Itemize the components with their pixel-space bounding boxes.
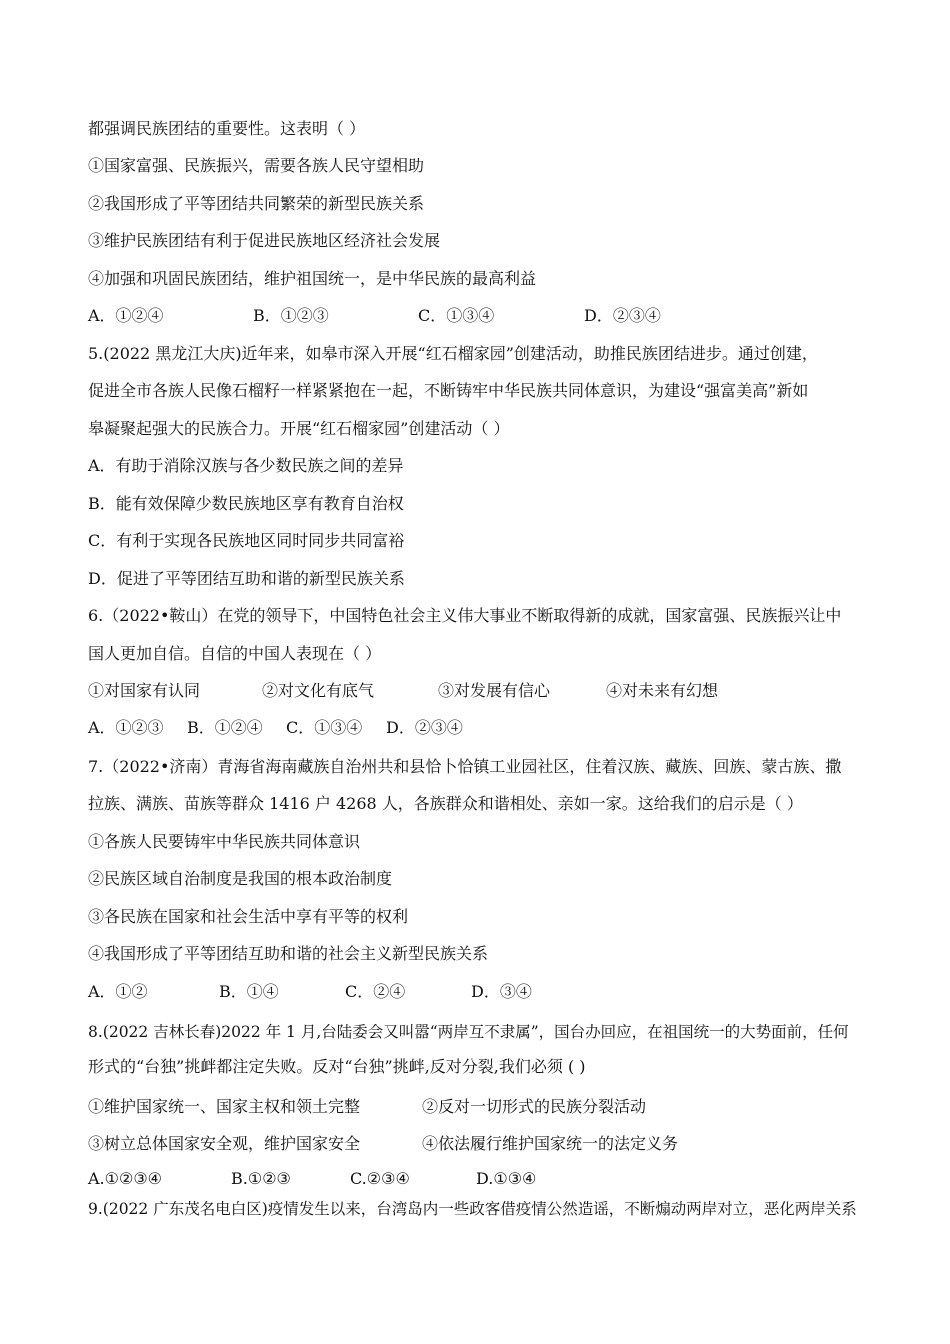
- q8-choice-a: A.①②③④: [88, 1169, 163, 1188]
- q4-item-4: ④加强和巩固民族团结，维护祖国统一，是中华民族的最高利益: [88, 269, 537, 288]
- q6-choice-d: D．②③④: [386, 718, 463, 737]
- q4-item-3: ③维护民族团结有利于促进民族地区经济社会发展: [88, 231, 441, 250]
- q5-stem-line-2: 促进全市各族人民像石榴籽一样紧紧抱在一起，不断铸牢中华民族共同体意识，为建设“强富美高”新如: [88, 381, 809, 400]
- q8-item-1: ①维护国家统一、国家主权和领土完整: [88, 1097, 361, 1116]
- q8-choice-c: C.②③④: [350, 1169, 410, 1188]
- q4-stem-end: 都强调民族团结的重要性。这表明（ ）: [88, 119, 366, 138]
- q7-choice-a: A．①②: [88, 982, 148, 1001]
- q8-choice-d: D.①③④: [476, 1169, 537, 1188]
- q6-stem-line-2: 国人更加自信。自信的中国人表现在（ ）: [88, 644, 382, 663]
- q8-stem-line-2: 形式的“台独”挑衅都注定失败。反对“台独”挑衅,反对分裂,我们必须 ( ): [88, 1057, 586, 1076]
- q5-stem-line-3: 皋凝聚起强大的民族合力。开展“红石榴家园”创建活动（ ）: [88, 419, 510, 438]
- q7-item-1: ①各族人民要铸牢中华民族共同体意识: [88, 832, 361, 851]
- q7-choice-c: C．②④: [345, 982, 406, 1001]
- q5-stem-line-1: 5.(2022 黑龙江大庆)近年来，如皋市深入开展“红石榴家园”创建活动，助推民族团结进步。通过创建，: [88, 344, 818, 363]
- q8-stem-line-1: 8.(2022 吉林长春)2022 年 1 月,台陆委会又叫嚣“两岸互不隶属”，国台办回应，在祖国统一的大势面前，任何: [88, 1023, 849, 1041]
- q5-choice-b: B．能有效保障少数民族地区享有教育自治权: [88, 494, 404, 513]
- q4-item-2: ②我国形成了平等团结共同繁荣的新型民族关系: [88, 194, 425, 213]
- q4-item-1: ①国家富强、民族振兴，需要各族人民守望相助: [88, 156, 425, 175]
- q8-item-2: ②反对一切形式的民族分裂活动: [422, 1097, 647, 1116]
- q9-stem-line-1: 9.(2022 广东茂名电白区)疫情发生以来，台湾岛内一些政客借疫情公然造谣，不断煽动两岸对立，恶化两岸关系: [88, 1200, 857, 1218]
- q4-choice-d: D．②③④: [584, 306, 661, 325]
- q8-item-3: ③树立总体国家安全观，维护国家安全: [88, 1134, 361, 1153]
- q4-choice-b: B．①②③: [253, 306, 329, 325]
- q4-choice-a: A．①②④: [88, 306, 164, 325]
- q6-item-3: ③对发展有信心: [438, 681, 551, 700]
- q5-choice-d: D．促进了平等团结互助和谐的新型民族关系: [88, 569, 405, 588]
- q8-choice-b: B.①②③: [231, 1169, 291, 1188]
- q7-stem-line-2: 拉族、满族、苗族等群众 1416 户 4268 人，各族群众和谐相处、亲如一家。这给我们的启示是（ ）: [88, 794, 803, 813]
- q4-choice-c: C．①③④: [418, 306, 495, 325]
- q6-item-4: ④对未来有幻想: [606, 681, 719, 700]
- q6-stem-line-1: 6.（2022•鞍山）在党的领导下，中国特色社会主义伟大事业不断取得新的成就，国家富强、民族振兴让中: [88, 606, 842, 625]
- q6-choice-b: B．①②④: [187, 718, 263, 737]
- q8-item-4: ④依法履行维护国家统一的法定义务: [422, 1134, 679, 1153]
- q7-choice-d: D．③④: [471, 982, 532, 1001]
- q5-choice-c: C．有利于实现各民族地区同时同步共同富裕: [88, 531, 405, 550]
- q6-item-2: ②对文化有底气: [262, 681, 375, 700]
- q7-item-4: ④我国形成了平等团结互助和谐的社会主义新型民族关系: [88, 944, 489, 963]
- q6-choice-a: A．①②③: [88, 718, 164, 737]
- q7-choice-b: B．①④: [219, 982, 279, 1001]
- q6-item-1: ①对国家有认同: [88, 681, 201, 700]
- q7-item-2: ②民族区域自治制度是我国的根本政治制度: [88, 869, 393, 888]
- q5-choice-a: A．有助于消除汉族与各少数民族之间的差异: [88, 456, 404, 475]
- q7-item-3: ③各民族在国家和社会生活中享有平等的权利: [88, 907, 409, 926]
- q6-choice-c: C．①③④: [286, 718, 363, 737]
- q7-stem-line-1: 7.（2022•济南）青海省海南藏族自治州共和县恰卜恰镇工业园社区，住着汉族、藏族、回族、蒙古族、撒: [88, 757, 842, 776]
